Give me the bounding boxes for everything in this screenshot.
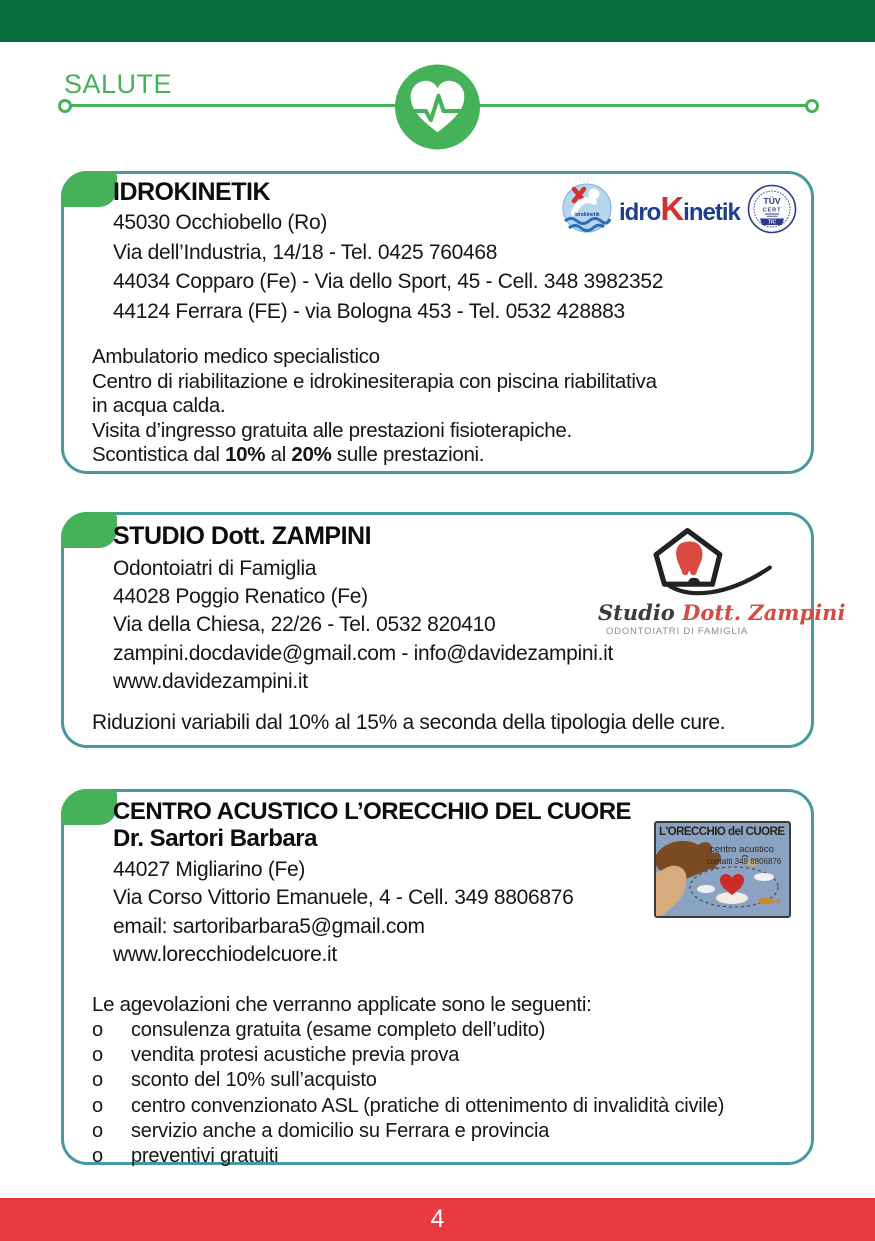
page-number: 4 bbox=[430, 1205, 445, 1233]
description-block bbox=[92, 345, 657, 468]
svg-text:TÜV: TÜV bbox=[763, 196, 781, 206]
benefit-item: o sconto del 10% sull’acquisto bbox=[92, 1068, 724, 1093]
email-line: zampini.docdavide@gmail.com - info@davidezampini.it bbox=[113, 641, 614, 665]
zampini-logo bbox=[598, 525, 846, 637]
card-subtitle: Dr. Sartori Barbara bbox=[113, 825, 317, 852]
bullet-glyph: o bbox=[92, 1019, 103, 1041]
description-line: in acqua calda. bbox=[92, 394, 226, 418]
benefit-item: o consulenza gratuita (esame completo dell’udito) bbox=[92, 1018, 724, 1043]
website-line: www.lorecchiodelcuore.it bbox=[113, 942, 337, 966]
info-block bbox=[113, 555, 613, 696]
address-line: 45030 Occhiobello (Ro) bbox=[113, 211, 328, 234]
zampini-script-name: Studio Dott. Zampini bbox=[598, 600, 846, 625]
card-orecchio-del-cuore bbox=[61, 789, 814, 1168]
tuv-cert-seal-icon bbox=[747, 184, 797, 234]
info-line: Via Corso Vittorio Emanuele, 4 - Cell. 349 8806876 bbox=[113, 886, 574, 910]
svg-text:centro acustico: centro acustico bbox=[710, 844, 774, 855]
description-line: Ambulatorio medico specialistico bbox=[92, 345, 380, 368]
bullet-glyph: o bbox=[92, 1094, 103, 1117]
svg-text:idrokinetik: idrokinetik bbox=[574, 212, 600, 218]
card-studio-zampini bbox=[61, 512, 846, 748]
zampini-caption: ODONTOIATRI DI FAMIGLIA bbox=[606, 626, 749, 637]
card-title: CENTRO ACUSTICO L’ORECCHIO DEL CUORE bbox=[113, 798, 632, 825]
benefits-list bbox=[92, 1018, 724, 1169]
benefit-item: o vendita protesi acustiche previa prova bbox=[92, 1043, 724, 1068]
card-title: IDROKINETIK bbox=[113, 178, 270, 206]
address-line: 44124 Ferrara (FE) - via Bologna 453 - Tel. 0532 428883 bbox=[113, 299, 625, 323]
card-corner-tab bbox=[61, 512, 117, 548]
info-line: 44027 Migliarino (Fe) bbox=[113, 858, 306, 881]
bullet-glyph: o bbox=[92, 1069, 103, 1092]
orecchio-del-cuore-logo bbox=[654, 821, 791, 918]
svg-text:contatti 349 8806876: contatti 349 8806876 bbox=[706, 857, 782, 866]
address-block bbox=[113, 208, 663, 326]
benefit-item: o preventivi gratuiti bbox=[92, 1144, 724, 1169]
divider-endpoint-right bbox=[805, 99, 819, 113]
svg-text:CERT: CERT bbox=[762, 207, 782, 214]
bullet-glyph: o bbox=[92, 1145, 103, 1168]
info-line: 44028 Poggio Renatico (Fe) bbox=[113, 585, 368, 609]
section-title: SALUTE bbox=[64, 69, 173, 99]
info-block bbox=[113, 856, 574, 969]
bullet-glyph: o bbox=[92, 1044, 103, 1067]
description-line: Centro di riabilitazione e idrokinesiterapia con piscina riabilitativa bbox=[92, 369, 657, 393]
address-line: 44034 Copparo (Fe) - Via dello Sport, 45 - Cell. 348 3982352 bbox=[113, 270, 664, 293]
card-corner-tab bbox=[61, 171, 117, 207]
card-idrokinetik bbox=[61, 171, 814, 474]
card-corner-tab bbox=[61, 789, 117, 825]
card-title: STUDIO Dott. ZAMPINI bbox=[113, 522, 372, 550]
benefits-intro: Le agevolazioni che verranno applicate sono le seguenti: bbox=[92, 993, 592, 1016]
info-line: Odontoiatri di Famiglia bbox=[113, 557, 317, 580]
note-line: Riduzioni variabili dal 10% al 15% a seconda della tipologia delle cure. bbox=[92, 711, 726, 734]
description-line: Visita d’ingresso gratuita alle prestazioni fisioterapiche. bbox=[92, 418, 572, 442]
discount-line: Scontistica dal 10% al 20% sulle prestazioni. bbox=[92, 443, 485, 467]
info-line: Via della Chiesa, 22/26 - Tel. 0532 820410 bbox=[113, 613, 496, 637]
svg-text:L'ORECCHIO del CUORE: L'ORECCHIO del CUORE bbox=[659, 826, 785, 838]
email-line: email: sartoribarbara5@gmail.com bbox=[113, 914, 425, 938]
divider-endpoint-left bbox=[58, 99, 72, 113]
page-footer bbox=[0, 1198, 875, 1241]
heart-pulse-icon bbox=[395, 64, 480, 150]
idrokinetik-wordmark: idroKinetik bbox=[619, 190, 740, 227]
svg-text:TIC: TIC bbox=[767, 219, 776, 226]
bullet-glyph: o bbox=[92, 1119, 103, 1142]
benefit-item: o centro convenzionato ASL (pratiche di ottenimento di invalidità civile) bbox=[92, 1094, 724, 1119]
benefit-item: o servizio anche a domicilio su Ferrara e provincia bbox=[92, 1119, 724, 1144]
zampini-house-tooth-icon bbox=[631, 525, 781, 599]
address-line: Via dell’Industria, 14/18 - Tel. 0425 760468 bbox=[113, 240, 498, 264]
top-border-bar bbox=[0, 0, 875, 42]
website-line: www.davidezampini.it bbox=[113, 669, 308, 693]
